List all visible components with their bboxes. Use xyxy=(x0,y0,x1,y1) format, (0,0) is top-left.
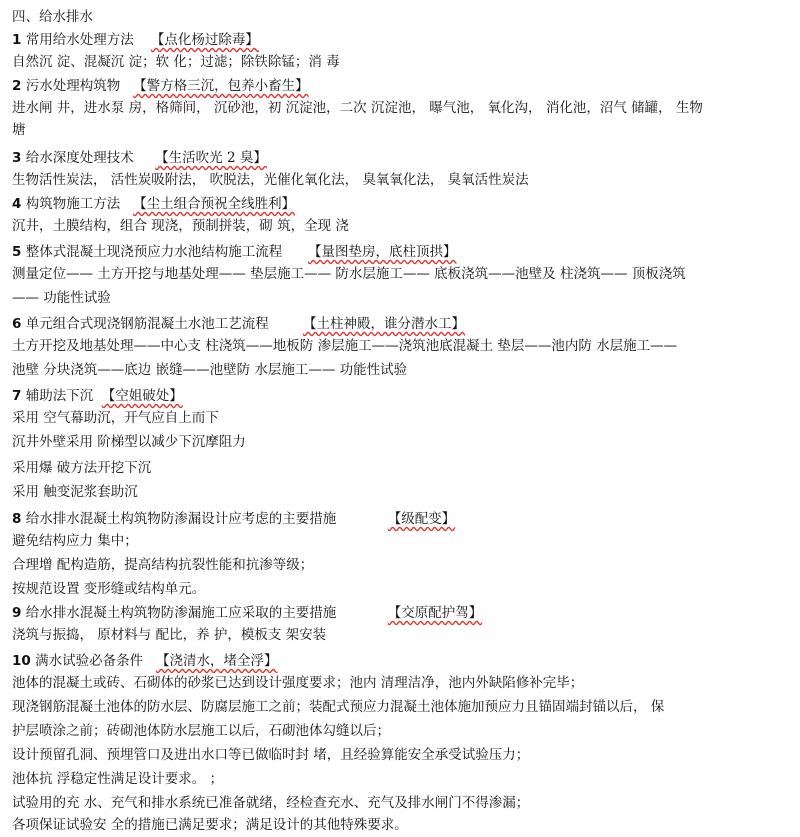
mnemonic: 【浇清水，堵全浮】 xyxy=(155,653,278,669)
item-6-line: 土方开挖及地基处理——中心支 柱浇筑——地板防 渗层施工——浇筑池底混凝土 垫层——池内防 水层施工—— xyxy=(12,338,678,354)
item-9-line: 浇筑与振捣， 原材料与 配比，养 护，模板支 架安装 xyxy=(12,627,327,643)
item-10-line: 设计预留孔洞、预埋管口及进出水口等已做临时封 堵，且经验算能安全承受试验压力； xyxy=(12,747,530,763)
item-number: 6 xyxy=(12,316,22,332)
item-8-line: 合理增 配构造筋，提高结构抗裂性能和抗渗等级； xyxy=(12,557,314,573)
item-title: 给水深度处理技术 xyxy=(25,150,134,166)
item-6-line: 池壁 分块浇筑——底边 嵌缝——池壁防 水层施工—— 功能性试验 xyxy=(12,362,408,378)
item-8-line: 避免结构应力 集中； xyxy=(12,533,138,549)
item-5-heading xyxy=(12,243,456,261)
item-2-line: 塘 xyxy=(12,122,26,138)
item-10-line: 现浇钢筋混凝土池体的防水层、防腐层施工之前；装配式预应力混凝土池体施加预应力且锚固端封锚以后， 保 xyxy=(12,699,665,715)
item-number: 9 xyxy=(12,605,22,621)
item-number: 10 xyxy=(12,653,31,669)
item-6-heading xyxy=(12,315,465,333)
item-title: 满水试验必备条件 xyxy=(35,653,144,669)
item-2-line: 进水闸 井，进水泵 房，格筛间， 沉砂池，初 沉淀池，二次 沉淀池， 曝气池， 氧化沟， 消化池，沼气 储罐， 生物 xyxy=(12,100,703,116)
item-10-line: 试验用的充 水、充气和排水系统已准备就绪，经检查充水、充气及排水闸门不得渗漏； xyxy=(12,795,530,811)
item-number: 1 xyxy=(12,32,22,48)
mnemonic: 【点化杨过除毒】 xyxy=(150,32,259,48)
item-number: 7 xyxy=(12,388,22,404)
item-7-line: 采用 触变泥浆套助沉 xyxy=(12,484,138,500)
item-title: 整体式混凝土现浇预应力水池结构施工流程 xyxy=(25,244,283,260)
item-title: 污水处理构筑物 xyxy=(25,78,121,94)
item-10-line: 池体的混凝土或砖、石砌体的砂浆已达到设计强度要求；池内 清理洁净，池内外缺陷修补完毕； xyxy=(12,675,584,691)
item-10-heading xyxy=(12,652,277,670)
item-1-line: 自然沉 淀、混凝沉 淀；软 化；过滤；除铁除锰；消 毒 xyxy=(12,54,340,70)
item-number: 5 xyxy=(12,244,22,260)
mnemonic: 【交原配护驾】 xyxy=(387,605,483,621)
item-number: 4 xyxy=(12,196,22,212)
mnemonic: 【量图垫房，底柱顶拱】 xyxy=(307,244,457,260)
item-8-line: 按规范设置 变形缝或结构单元。 xyxy=(12,581,206,597)
item-number: 8 xyxy=(12,511,22,527)
item-10-line: 各项保证试验安 全的措施已满足要求；满足设计的其他特殊要求。 xyxy=(12,817,408,833)
item-title: 单元组合式现浇钢筋混凝土水池工艺流程 xyxy=(25,316,269,332)
mnemonic: 【警方格三沉，包养小畜生】 xyxy=(133,78,309,94)
item-number: 2 xyxy=(12,78,22,94)
mnemonic: 【尘土组合预祝全线胜利】 xyxy=(133,196,296,212)
item-7-line: 沉井外壁采用 阶梯型以减少下沉摩阻力 xyxy=(12,434,246,450)
item-5-line: —— 功能性试验 xyxy=(12,290,111,306)
section-title: 四、给水排水 xyxy=(12,9,93,25)
mnemonic: 【生活吹光 2 臭】 xyxy=(155,150,267,166)
item-title: 辅助法下沉 xyxy=(25,388,94,404)
item-title: 给水排水混凝土构筑物防渗漏设计应考虑的主要措施 xyxy=(25,511,337,527)
item-5-line: 测量定位—— 土方开挖与地基处理—— 垫层施工—— 防水层施工—— 底板浇筑——池壁及 柱浇筑—— 顶板浇筑 xyxy=(12,266,686,282)
mnemonic: 【土柱神殿，谁分潜水工】 xyxy=(303,316,466,332)
item-3-heading xyxy=(12,149,267,167)
item-title: 常用给水处理方法 xyxy=(25,32,134,48)
item-1-heading xyxy=(12,31,259,49)
item-8-heading xyxy=(12,510,455,528)
item-9-heading xyxy=(12,604,482,622)
item-10-line: 护层喷涂之前；砖砌池体防水层施工以后，石砌池体勾缝以后； xyxy=(12,723,390,739)
item-10-line: 池体抗 浮稳定性满足设计要求。 ； xyxy=(12,771,224,787)
mnemonic: 【空姐破处】 xyxy=(101,388,183,404)
item-2-heading xyxy=(12,77,309,95)
item-7-line: 采用 空气幕助沉，开气应自上而下 xyxy=(12,410,219,426)
mnemonic: 【级配变】 xyxy=(387,511,456,527)
item-title: 构筑物施工方法 xyxy=(25,196,121,212)
item-4-heading xyxy=(12,195,295,213)
item-3-line: 生物活性炭法， 活性炭吸附法， 吹脱法，光催化氧化法， 臭氧氧化法， 臭氧活性炭法 xyxy=(12,172,529,188)
item-7-line: 采用爆 破方法开挖下沉 xyxy=(12,460,152,476)
item-4-line: 沉井，土膜结构，组合 现浇，预制拼装，砌 筑，全现 浇 xyxy=(12,218,349,234)
item-7-heading xyxy=(12,387,183,405)
item-title: 给水排水混凝土构筑物防渗漏施工应采取的主要措施 xyxy=(25,605,337,621)
item-number: 3 xyxy=(12,150,22,166)
